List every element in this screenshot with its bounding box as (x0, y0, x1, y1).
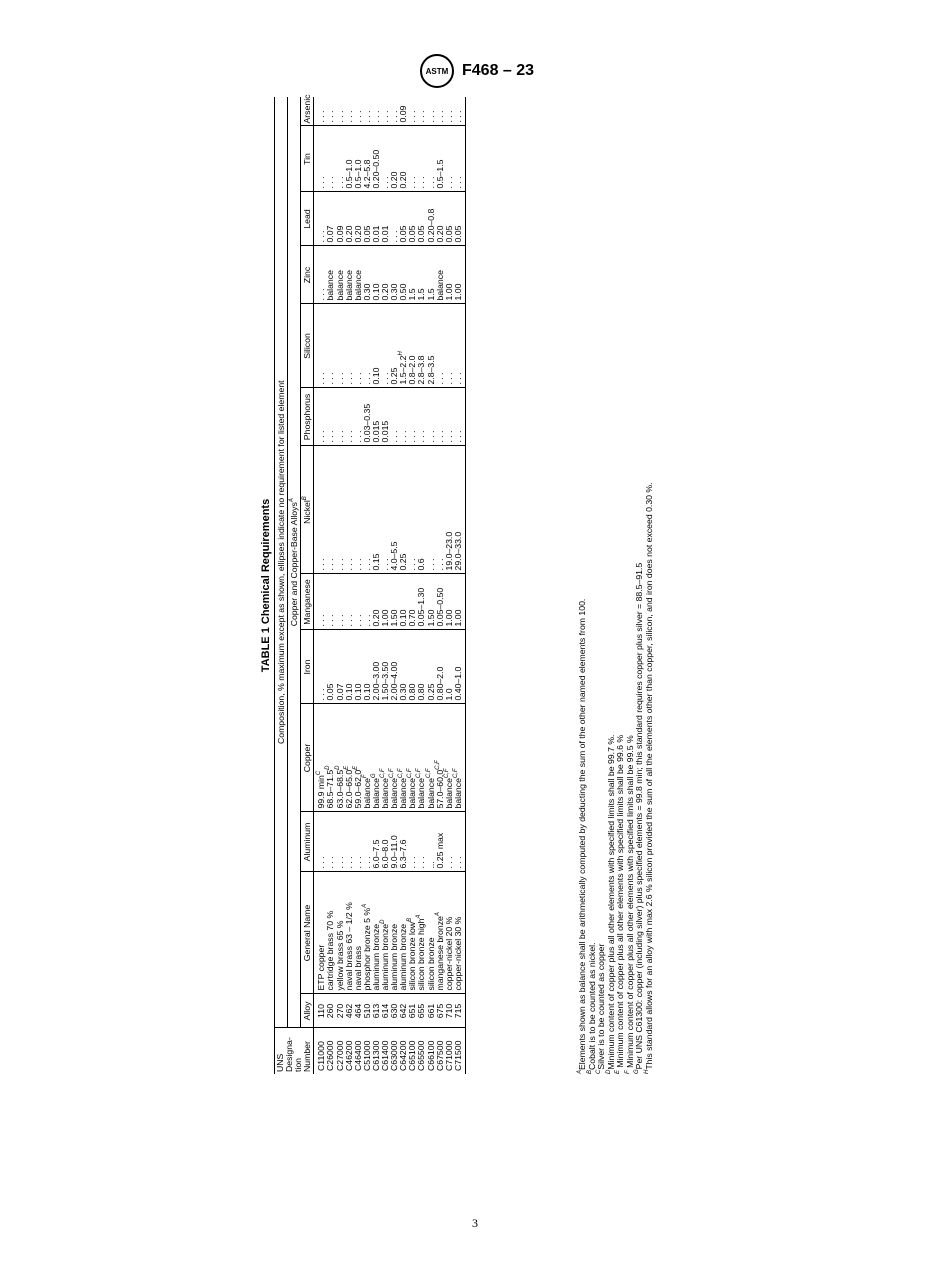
cell-tin: 0.20–0.50 (372, 126, 381, 192)
cell-iron: 0.10 (354, 630, 363, 704)
cell-manganese: . . . (345, 574, 354, 630)
cell-nickel: . . . (408, 446, 417, 574)
cell-uns: C71500 (454, 1028, 466, 1074)
cell-iron: 0.30 (399, 630, 408, 704)
cell-arsenic: . . . (372, 97, 381, 126)
footnote: $^B$Cobalt is to be counted as nickel. (586, 942, 597, 1074)
cell-lead: . . . (314, 192, 327, 246)
cell-silicon: . . . (354, 304, 363, 388)
cell-arsenic: . . . (326, 97, 335, 126)
cell-zinc: 0.50 (399, 246, 408, 304)
table-body (314, 97, 466, 1074)
cell-alloy: 642 (399, 994, 408, 1028)
cell-lead: 0.05 (417, 192, 426, 246)
astm-logo-icon (420, 54, 454, 88)
cell-alloy: 464 (354, 994, 363, 1028)
cell-general-name: silicon bronze high$^A$ (417, 872, 426, 994)
cell-iron: 0.10 (345, 630, 354, 704)
cell-manganese: 0.05–1.30 (417, 574, 426, 630)
cell-alloy: 270 (336, 994, 345, 1028)
cell-iron: 2.00–4.00 (390, 630, 399, 704)
cell-aluminum: . . . (354, 812, 363, 872)
cell-aluminum: . . . (314, 812, 327, 872)
cell-iron: 0.05 (326, 630, 335, 704)
cell-aluminum: . . . (454, 812, 466, 872)
cell-zinc: balance (354, 246, 363, 304)
cell-aluminum: ... (427, 812, 436, 872)
cell-arsenic: . . . (417, 97, 426, 126)
cell-tin: . . . (408, 126, 417, 192)
group-caption: Copper and Copper-Base Alloys$^A$ (288, 97, 301, 1028)
cell-uns: C46400 (352, 1040, 363, 1071)
cell-silicon: 2.8–3.5 (427, 304, 436, 388)
cell-phosphorus: 0.015 (372, 388, 381, 446)
cell-lead: . . . (390, 192, 399, 246)
cell-uns: C66100 (425, 1040, 436, 1071)
cell-silicon: . . . (336, 304, 345, 388)
col-manganese: Manganese (301, 574, 314, 630)
cell-copper: balance$^{C,F}$ (427, 704, 436, 812)
cell-uns: C11000 (316, 1041, 327, 1071)
footnotes (578, 97, 702, 1074)
cell-copper: $63.0-68.5^D$ (336, 704, 345, 812)
cell-phosphorus: . . . (454, 388, 466, 446)
cell-arsenic: . . . (336, 97, 345, 126)
cell-uns: C46200 (343, 1040, 354, 1071)
cell-silicon: $1.5-2.2^H$ (399, 304, 408, 388)
cell-zinc: 0.30 (390, 246, 399, 304)
cell-zinc: 0.10 (372, 246, 381, 304)
cell-tin: . . . (381, 126, 390, 192)
cell-silicon: . . . (345, 304, 354, 388)
cell-zinc: 0.20 (381, 246, 390, 304)
cell-arsenic: . . . (390, 97, 399, 126)
col-aluminum: Aluminum (301, 812, 314, 872)
cell-copper: balance$^{C,F}$ (417, 704, 426, 812)
cell-uns: C51000 (361, 1040, 372, 1071)
cell-copper: balance$^{C,F}$ (408, 704, 417, 812)
cell-nickel: . . . (314, 446, 327, 574)
cell-uns: C26000 (325, 1040, 336, 1071)
cell-phosphorus: . . . (345, 388, 354, 446)
cell-general-name: naval brass 63 – 1/2 % (345, 872, 354, 994)
cell-phosphorus: 0.03–0.35 (363, 388, 372, 446)
cell-copper: $62.0-65.0^E$ (345, 704, 354, 812)
cell-alloy: 661 (427, 994, 436, 1028)
cell-nickel: . . . (363, 446, 372, 574)
cell-copper: balance$^{C,F}$ (390, 704, 399, 812)
cell-arsenic: . . . (381, 97, 390, 126)
cell-manganese: 0.05–0.50 (436, 574, 445, 630)
cell-phosphorus: . . . (326, 388, 335, 446)
cell-uns: C63000 (389, 1040, 400, 1071)
cell-alloy: 613 (372, 994, 381, 1028)
cell-lead: 0.05 (454, 192, 466, 246)
cell-silicon: 2.8–3.8 (417, 304, 426, 388)
cell-phosphorus: . . . (336, 388, 345, 446)
cell-copper: balance$^{C,F}$ (399, 704, 408, 812)
cell-alloy: 710 (445, 994, 454, 1028)
cell-aluminum: 6.3–7.6 (399, 812, 408, 872)
cell-general-name: copper-nickel 30 % (454, 872, 466, 994)
col-lead: Lead (301, 192, 314, 246)
cell-general-name: ETP copper (314, 872, 327, 994)
cell-arsenic: 0.09 (399, 97, 408, 126)
cell-phosphorus: 0.015 (381, 388, 390, 446)
page-number: 3 (472, 1216, 478, 1230)
cell-nickel: . . . (436, 446, 445, 574)
cell-aluminum: 0.25 max (436, 812, 445, 872)
cell-alloy: 614 (381, 994, 390, 1028)
cell-alloy: 510 (363, 994, 372, 1028)
cell-manganese: 1.00 (445, 574, 454, 630)
chemical-requirements-table (274, 94, 466, 1074)
cell-alloy: 462 (345, 994, 354, 1028)
cell-tin: 0.5–1.0 (345, 126, 354, 192)
cell-zinc: balance (336, 246, 345, 304)
cell-nickel: . . . (345, 446, 354, 574)
cell-lead: 0.20–0.8 (427, 192, 436, 246)
cell-aluminum: . . . (445, 812, 454, 872)
cell-manganese: 1.00 (381, 574, 390, 630)
cell-uns: C64200 (398, 1040, 409, 1071)
footnote: $^H$This standard allows for an alloy with max 2.6 % silicon provided the sum of all the elements other than copper, silicon, and iron does not exceed 0.30 %. (643, 482, 654, 1074)
cell-lead: 0.01 (372, 192, 381, 246)
cell-tin: . . . (336, 126, 345, 192)
cell-aluminum: . . . (345, 812, 354, 872)
col-iron: Iron (301, 630, 314, 704)
cell-manganese: 1.50 (390, 574, 399, 630)
cell-general-name: yellow brass 65 % (336, 872, 345, 994)
cell-alloy: 651 (408, 994, 417, 1028)
cell-uns: C67500 (434, 1040, 445, 1071)
cell-arsenic: . . . (408, 97, 417, 126)
cell-zinc: balance (436, 246, 445, 304)
cell-nickel: 29.0–33.0 (454, 446, 466, 574)
cell-silicon: 0.8–2.0 (408, 304, 417, 388)
cell-iron: 0.10 (363, 630, 372, 704)
astm-logo-text: ASTM (425, 66, 449, 76)
cell-general-name: naval brass (354, 872, 363, 994)
cell-arsenic: . . . (427, 97, 436, 126)
table-row (417, 97, 426, 1074)
cell-lead: 0.05 (399, 192, 408, 246)
cell-phosphorus: . . . (314, 388, 327, 446)
cell-lead: 0.20 (436, 192, 445, 246)
col-copper: Copper (301, 704, 314, 812)
page-header (420, 54, 534, 88)
cell-silicon: . . . (363, 304, 372, 388)
cell-iron: 2.00–3.00 (372, 630, 381, 704)
cell-alloy: 260 (326, 994, 335, 1028)
chemical-requirements-table-block (258, 94, 560, 1074)
cell-general-name: aluminum bronze (390, 872, 399, 994)
cell-silicon: . . . (326, 304, 335, 388)
cell-iron: 0.40–1.0 (454, 630, 466, 704)
cell-manganese: . . . (314, 574, 327, 630)
cell-copper: $59.0-62.0^E$ (354, 704, 363, 812)
cell-zinc: 1.5 (427, 246, 436, 304)
cell-nickel: 4.0–5.5 (390, 446, 399, 574)
cell-nickel: . . . (326, 446, 335, 574)
cell-phosphorus: . . . (354, 388, 363, 446)
cell-aluminum: . . . (336, 812, 345, 872)
col-general-name: General Name (301, 872, 314, 994)
cell-iron: 0.80–2.0 (436, 630, 445, 704)
cell-tin: 0.20 (390, 126, 399, 192)
cell-nickel: 0.25 (399, 446, 408, 574)
cell-general-name: silicon bronze low$^B$ (408, 872, 417, 994)
cell-copper: balance$^F$ (363, 704, 372, 812)
cell-copper: balance$^{C,F}$ (445, 704, 454, 812)
cell-phosphorus: . . . (417, 388, 426, 446)
cell-iron: 0.80 (417, 630, 426, 704)
cell-manganese: 0.10 (399, 574, 408, 630)
cell-aluminum: 9.0–11.0 (390, 812, 399, 872)
cell-general-name: copper-nickel 20 % (445, 872, 454, 994)
cell-copper: balance$^{C,F}$ (454, 704, 466, 812)
cell-zinc: balance (326, 246, 335, 304)
cell-uns: C65100 (407, 1040, 418, 1071)
col-alloy: Alloy (301, 994, 314, 1028)
cell-nickel: . . . (381, 446, 390, 574)
cell-manganese: 1.00 (454, 574, 466, 630)
cell-lead: 0.05 (363, 192, 372, 246)
cell-arsenic: . . . (354, 97, 363, 126)
cell-phosphorus: . . . (408, 388, 417, 446)
cell-silicon: . . . (436, 304, 445, 388)
col-silicon: Silicon (301, 304, 314, 388)
cell-tin: 0.20 (399, 126, 408, 192)
cell-aluminum: 6.0–8.0 (381, 812, 390, 872)
cell-copper: $57.0-60.0^{C,F}$ (436, 704, 445, 812)
footnote: $^F$ Minimum content of copper plus all other elements with specified limits shall be 99.5 % (624, 735, 635, 1074)
cell-general-name: aluminum bronze (399, 872, 408, 994)
cell-nickel: 0.15 (372, 446, 381, 574)
col-arsenic: Arsenic (301, 97, 314, 126)
col-nickel: Nickel$^B$ (301, 446, 314, 574)
cell-aluminum: . . . (363, 812, 372, 872)
cell-arsenic: . . . (445, 97, 454, 126)
cell-general-name: phosphor bronze 5 %$^A$ (363, 872, 372, 994)
cell-copper: balance$^G$ (372, 704, 381, 812)
cell-manganese: . . . (326, 574, 335, 630)
cell-phosphorus: . . . (445, 388, 454, 446)
footnote: $^D$Minimum content of copper plus all other elements with specified limits shall be 99.7 %. (605, 734, 616, 1074)
cell-iron: 0.80 (408, 630, 417, 704)
cell-general-name: silicon bronze (427, 872, 436, 994)
table-row (345, 97, 354, 1074)
table-row (454, 97, 466, 1074)
footnote: $^A$Elements shown as balance shall be arithmetically computed by deducting the sum of the other named elements from 100. (577, 598, 587, 1074)
cell-lead: 0.05 (445, 192, 454, 246)
col-uns: UNS Designa- tion Number (275, 1028, 314, 1074)
cell-tin: . . . (314, 126, 327, 192)
cell-phosphorus: . . . (390, 388, 399, 446)
cell-iron: 1.50–3.50 (381, 630, 390, 704)
cell-nickel: 19.0–23.0 (445, 446, 454, 574)
cell-alloy: 675 (436, 994, 445, 1028)
cell-iron: . . . (314, 630, 327, 704)
cell-tin: . . . (326, 126, 335, 192)
cell-phosphorus: . . . (427, 388, 436, 446)
cell-copper: balance$^{C,F}$ (381, 704, 390, 812)
footnote: $^E$ Minimum content of copper plus all other elements with specified limits shall be 99.6 % (615, 734, 625, 1074)
cell-manganese: . . . (336, 574, 345, 630)
cell-lead: 0.20 (345, 192, 354, 246)
col-phosphorus: Phosphorus (301, 388, 314, 446)
cell-tin: 4.2–5.8 (363, 126, 372, 192)
cell-lead: 0.05 (408, 192, 417, 246)
cell-aluminum: . . . (408, 812, 417, 872)
cell-zinc: 1.00 (454, 246, 466, 304)
cell-aluminum: 6.0–7.5 (372, 812, 381, 872)
cell-alloy: 715 (454, 994, 466, 1028)
cell-general-name: cartridge brass 70 % (326, 872, 335, 994)
cell-zinc: 1.5 (408, 246, 417, 304)
cell-tin: . . . (417, 126, 426, 192)
cell-zinc: 1.00 (445, 246, 454, 304)
cell-uns: C65500 (416, 1040, 427, 1071)
cell-iron: 0.25 (427, 630, 436, 704)
cell-arsenic: . . . (345, 97, 354, 126)
cell-manganese: 0.70 (408, 574, 417, 630)
cell-silicon: . . . (454, 304, 466, 388)
cell-alloy: 110 (314, 994, 327, 1028)
cell-zinc: balance (345, 246, 354, 304)
cell-aluminum: . . . (417, 812, 426, 872)
col-tin: Tin (301, 126, 314, 192)
cell-manganese: 1.50 (427, 574, 436, 630)
cell-arsenic: . . . (454, 97, 466, 126)
cell-aluminum: . . . (326, 812, 335, 872)
cell-lead: 0.07 (326, 192, 335, 246)
cell-nickel: . . . (427, 446, 436, 574)
cell-silicon: . . . (314, 304, 327, 388)
cell-silicon: . . . (381, 304, 390, 388)
cell-phosphorus: . . . (436, 388, 445, 446)
cell-copper: 99.9 $\min^C$ (314, 704, 327, 812)
cell-phosphorus: . . . (399, 388, 408, 446)
cell-nickel: . . . (336, 446, 345, 574)
cell-silicon: 0.10 (372, 304, 381, 388)
footnote: $^C$Silver is to be counted as copper (596, 943, 606, 1074)
cell-lead: 0.09 (336, 192, 345, 246)
standard-designation: F468 – 23 (462, 62, 535, 79)
composition-caption: Composition, % maximum except as shown, ellipses indicate no requirement for listed element (275, 97, 288, 1028)
cell-uns: C27000 (334, 1040, 345, 1071)
cell-arsenic: . . . (314, 97, 327, 126)
cell-arsenic: . . . (436, 97, 445, 126)
cell-alloy: 630 (390, 994, 399, 1028)
cell-uns: C61400 (380, 1040, 391, 1071)
cell-manganese: 0.20 (372, 574, 381, 630)
cell-general-name: aluminum bronze$^D$ (381, 872, 390, 994)
cell-silicon: 0.25 (390, 304, 399, 388)
cell-arsenic: . . . (363, 97, 372, 126)
cell-copper: $68.5-71.5^D$ (326, 704, 335, 812)
cell-uns: C71000 (443, 1040, 454, 1071)
cell-iron: 0.07 (336, 630, 345, 704)
cell-tin: 0.5–1.5 (436, 126, 445, 192)
cell-manganese: . . . (363, 574, 372, 630)
cell-tin: . . . (454, 126, 466, 192)
cell-lead: 0.01 (381, 192, 390, 246)
cell-general-name: aluminum bronze (372, 872, 381, 994)
table-title: TABLE 1 Chemical Requirements (260, 498, 272, 673)
cell-nickel: . . . (354, 446, 363, 574)
col-zinc: Zinc (301, 246, 314, 304)
cell-uns: C61300 (370, 1040, 381, 1071)
cell-general-name: manganese bronze$^A$ (436, 872, 445, 994)
cell-tin: 0.5–1.0 (354, 126, 363, 192)
cell-tin: . . . (445, 126, 454, 192)
cell-zinc: . . . (314, 246, 327, 304)
cell-zinc: 0.30 (363, 246, 372, 304)
cell-lead: 0.20 (354, 192, 363, 246)
cell-zinc: 1.5 (417, 246, 426, 304)
cell-silicon: . . . (445, 304, 454, 388)
footnote: $^G$Per UNS C61300: copper (including silver) plus specified elements = 99.8 min; this standard requires copper plus silver = 88.5–91.5 (634, 562, 644, 1074)
cell-iron: 1.0 (445, 630, 454, 704)
cell-tin: . . . (427, 126, 436, 192)
cell-alloy: 655 (417, 994, 426, 1028)
cell-nickel: 0.6 (417, 446, 426, 574)
cell-manganese: . . . (354, 574, 363, 630)
